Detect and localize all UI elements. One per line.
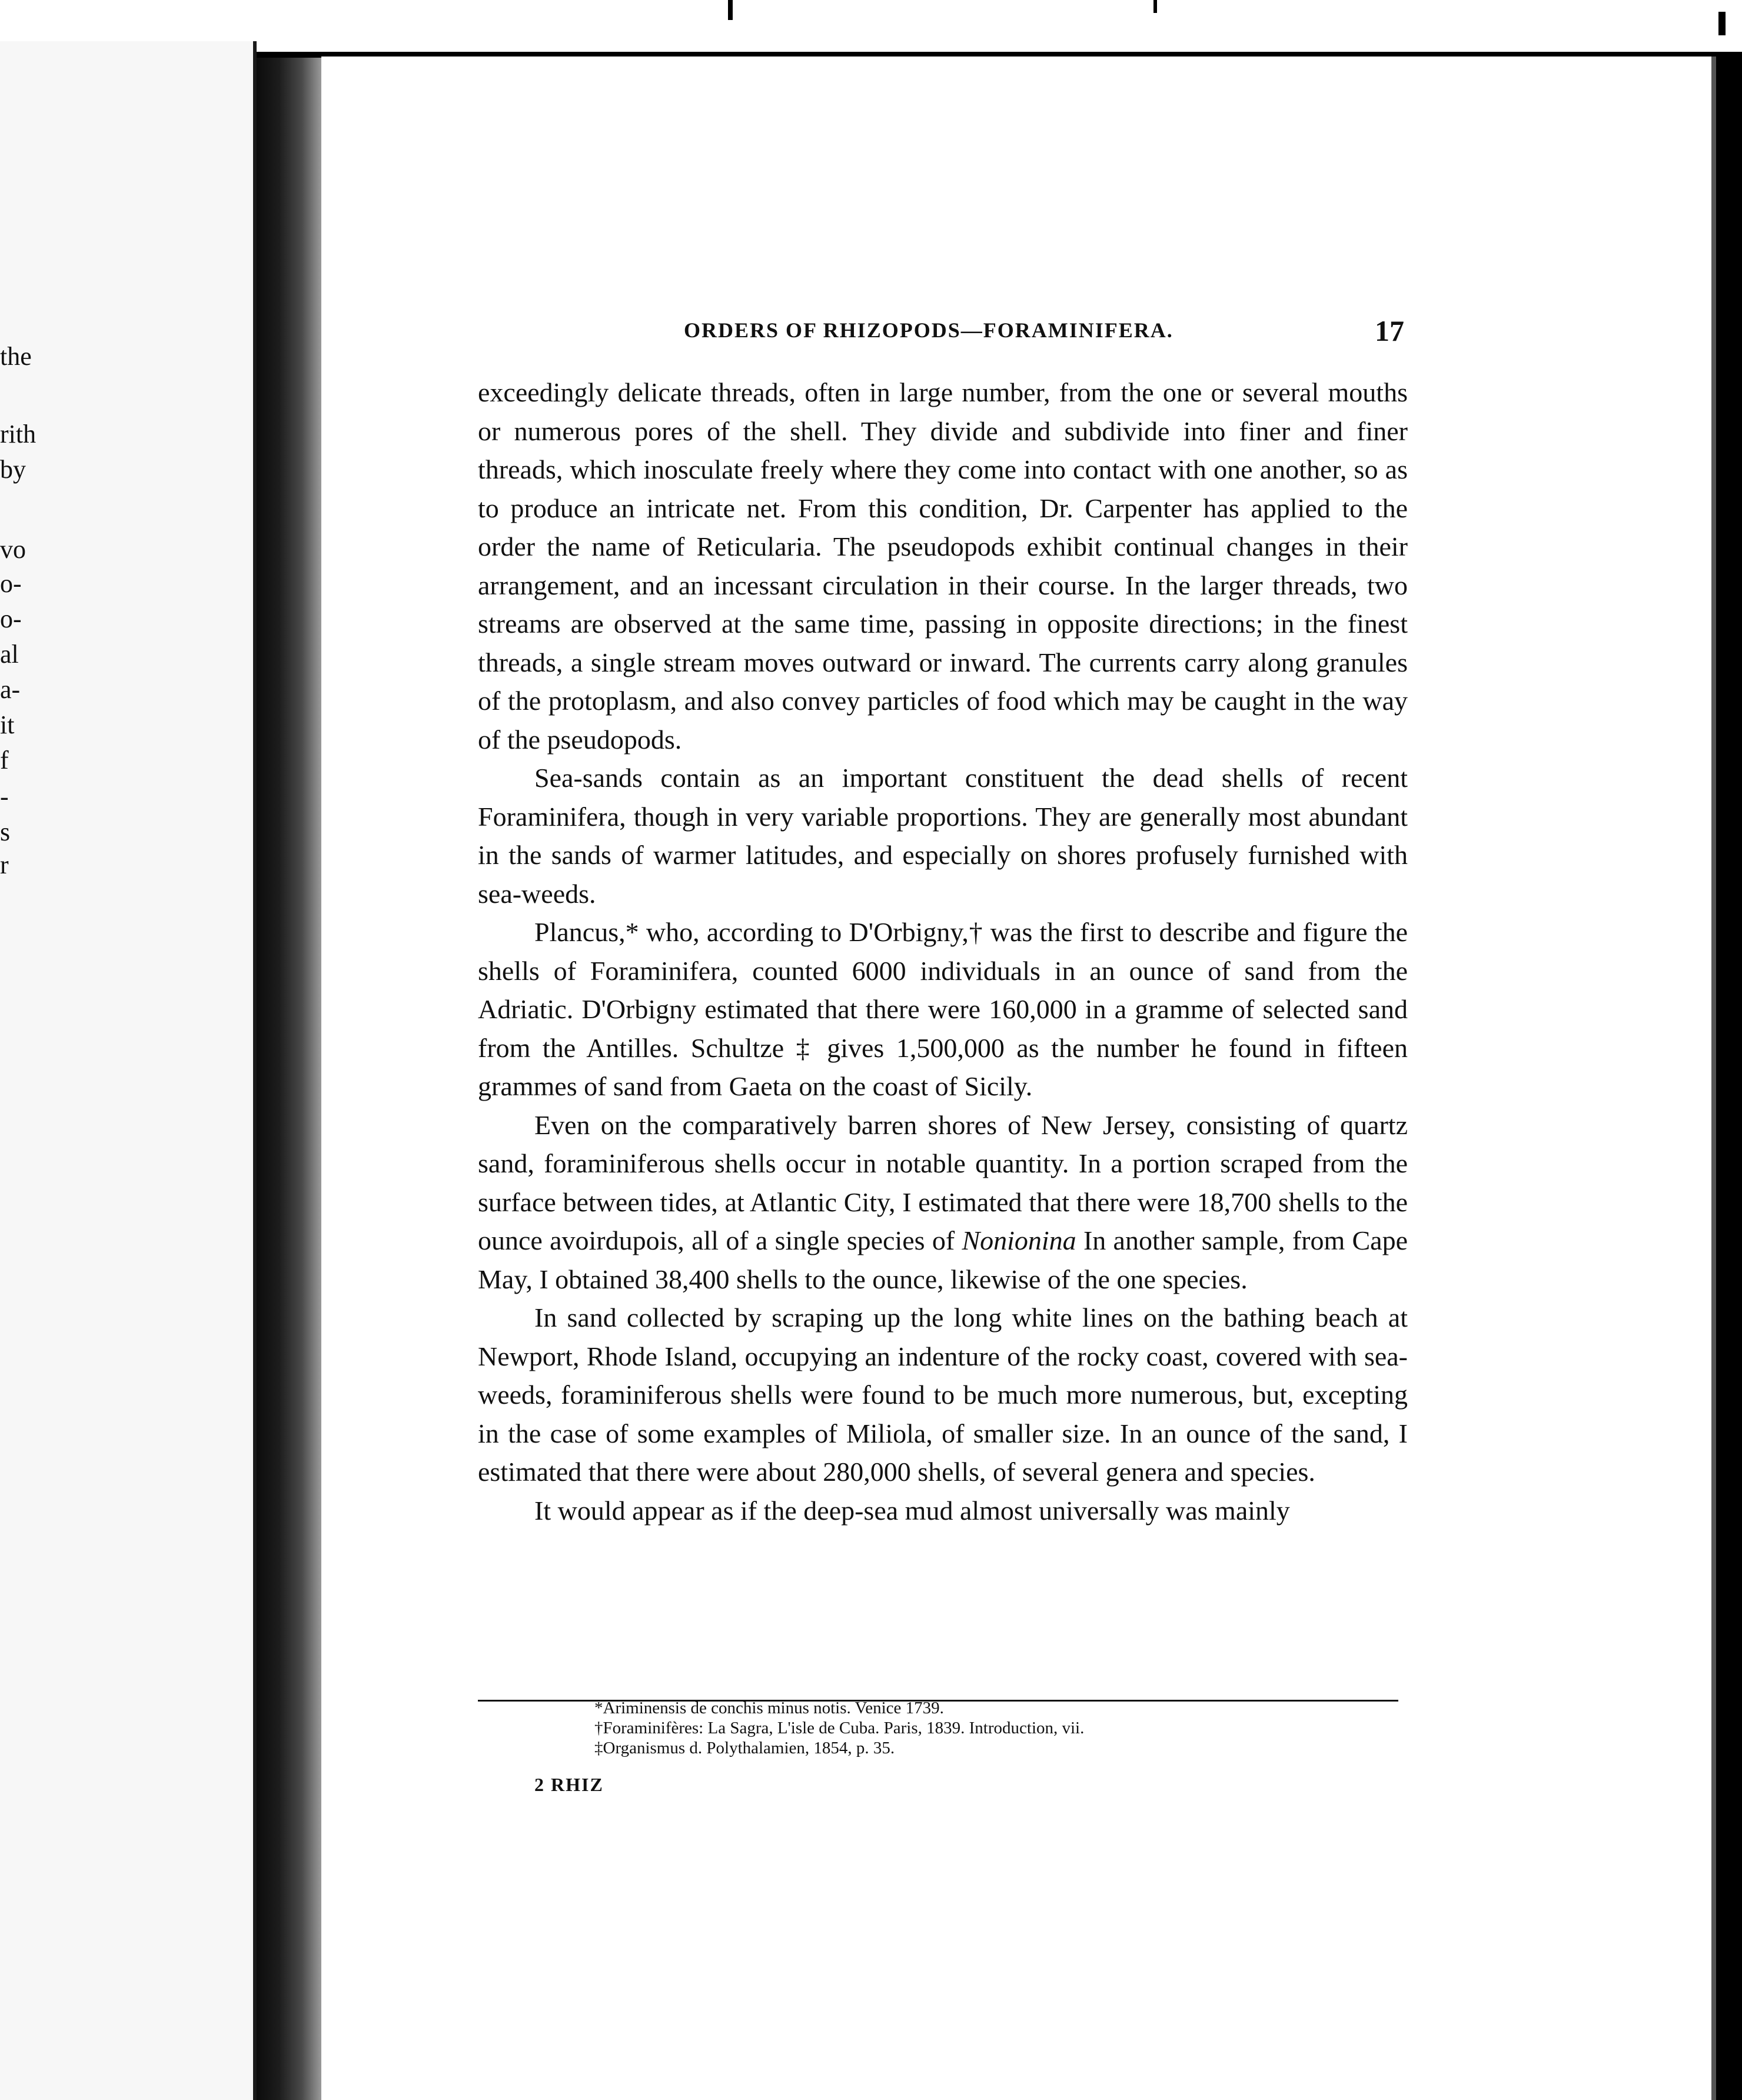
paragraph-4-text-a: Even on the comparatively barren shores of New Jersey, consisting of quartz sand, foraminiferous shells occur in notable quantity. In a portion scraped from the surface between tides, at Atlantic City, I estimated that there were 18,700 shells to the ounce avoirdupois, all of a single species of (478, 1109, 1408, 1255)
left-page-fragment: vo (0, 535, 26, 564)
left-page-fragment: rith (0, 420, 36, 448)
left-facing-page (0, 41, 257, 2100)
left-page-fragment: o- (0, 604, 22, 633)
page-right-edge (1716, 57, 1742, 2100)
left-page-fragment: a- (0, 675, 21, 704)
scan-mark (728, 0, 733, 20)
left-page-fragment: al (0, 640, 19, 669)
book-gutter-shadow (257, 57, 321, 2100)
paragraph-6: It would appear as if the deep-sea mud almost universally was mainly (534, 1495, 1290, 1526)
page-number: 17 (1375, 314, 1404, 347)
scan-mark (1153, 0, 1157, 13)
paragraph-4-text-b: In another sample, from Cape May, I obtained 38,400 shells to the ounce, likewise of the one species. (478, 1225, 1408, 1294)
paragraph-4 (478, 1106, 1408, 1299)
footnotes (594, 1698, 1359, 1758)
paragraph-1: exceedingly delicate threads, often in large number, from the one or several mouths or numerous pores of the shell. They divide and subdivide into finer and finer threads, which inosculate freely where they come into contact with one another, so as to produce an intricate net. From this condition, Dr. Carpenter has applied to the order the name of Reticularia. The pseudopods exhibit continual changes in their arrangement, and an incessant circulation in their course. In the larger threads, two streams are observed at the same time, passing in opposite directions; in the finest threads, a single stream moves outward or inward. The currents carry along granules of the protoplasm, and also convey particles of food which may be caught in the way of the pseudopods. (478, 377, 1408, 755)
paragraph-2: Sea-sands contain as an important constituent the dead shells of recent Foraminifera, though in very variable proportions. They are generally most abundant in the sands of warmer latitudes, and especially on shores profusely furnished with sea-weeds. (478, 763, 1408, 909)
scan-top-band (0, 0, 1742, 59)
signature-mark: 2 RHIZ (534, 1774, 604, 1795)
genus-name: Nonionina (962, 1225, 1076, 1255)
footnote-3: ‡Organismus d. Polythalamien, 1854, p. 35. (594, 1739, 895, 1757)
running-head: ORDERS OF RHIZOPODS—FORAMINIFERA. (684, 318, 1173, 342)
left-page-fragment: by (0, 455, 26, 484)
body-text (478, 373, 1408, 1530)
paragraph-3: Plancus,* who, according to D'Orbigny,† was the first to describe and figure the shells of Foraminifera, counted 6000 individuals in an ounce of sand from the Adriatic. D'Orbigny estimated that there were 160,000 in a gramme of selected sand from the Antilles. Schultze ‡ gives 1,500,000 as the number he found in fifteen grammes of sand from Gaeta on the coast of Sicily. (478, 917, 1408, 1101)
left-page-fragment: s (0, 818, 11, 846)
scan-mark (1718, 12, 1726, 35)
footnote-2: †Foraminifères: La Sagra, L'isle de Cuba. Paris, 1839. Introduction, vii. (594, 1719, 1085, 1737)
left-page-fragment: o- (0, 569, 22, 598)
paragraph-5: In sand collected by scraping up the long white lines on the bathing beach at Newport, Rhode Island, occupying an indenture of the rocky coast, covered with sea-weeds, foraminiferous shells were found to be much more numerous, but, excepting in the case of some examples of Miliola, of smaller size. In an ounce of the sand, I estimated that there were about 280,000 shells, of several genera and species. (478, 1302, 1408, 1487)
left-page-fragment: it (0, 710, 15, 739)
footnote-1: *Ariminensis de conchis minus notis. Venice 1739. (594, 1699, 944, 1717)
left-page-fragment: r (0, 850, 9, 879)
left-page-fragment: - (0, 782, 9, 811)
left-page-fragment: f (0, 746, 9, 775)
left-page-fragment: the (0, 342, 32, 371)
